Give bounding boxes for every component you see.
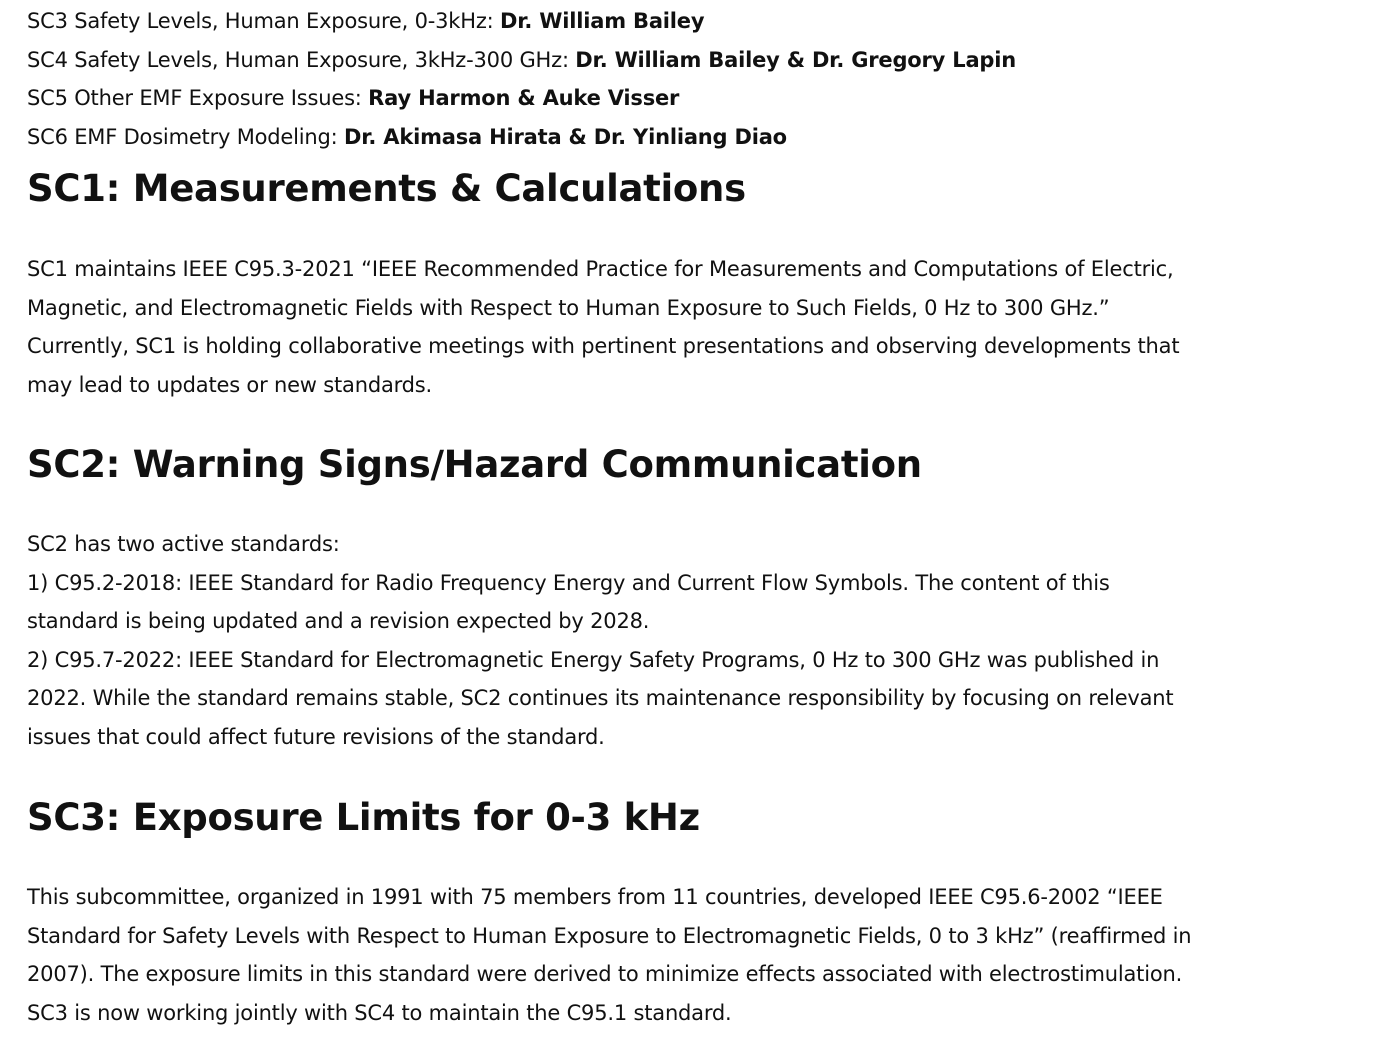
section-heading-sc1: SC1: Measurements & Calculations [27, 167, 746, 210]
chair-names: Dr. William Bailey [500, 9, 705, 33]
paragraph-line: Currently, SC1 is holding collaborative meetings with pertinent presentations and observing developments that [27, 334, 1180, 358]
paragraph-line: 1) C95.2-2018: IEEE Standard for Radio Frequency Energy and Current Flow Symbols. The content of this [27, 570, 1110, 595]
section-paragraph-sc2 [27, 525, 1367, 756]
paragraph-line: 2) C95.7-2022: IEEE Standard for Electromagnetic Energy Safety Programs, 0 Hz to 300 GHz was published in [27, 647, 1160, 672]
paragraph-line: SC1 maintains IEEE C95.3-2021 “IEEE Recommended Practice for Measurements and Computations of Electric, [27, 257, 1174, 281]
paragraph-line: SC2 has two active standards: [27, 532, 340, 556]
paragraph-line: Magnetic, and Electromagnetic Fields with Respect to Human Exposure to Such Fields, 0 Hz to 300 GHz.” [27, 295, 1110, 320]
paragraph-line: 2007). The exposure limits in this standard were derived to minimize effects associated with electrostimulation. [27, 962, 1183, 986]
section-heading-sc2: SC2: Warning Signs/Hazard Communication [27, 443, 922, 486]
section-paragraph-sc3 [27, 878, 1367, 1032]
paragraph-line: standard is being updated and a revision expected by 2028. [27, 609, 650, 633]
paragraph-line: Standard for Safety Levels with Respect to Human Exposure to Electromagnetic Fields, 0 to 3 kHz” (reaffirmed in [27, 923, 1192, 948]
subcommittee-chairs-list [27, 0, 1394, 156]
paragraph-line: may lead to updates or new standards. [27, 372, 433, 397]
chair-line-sc6 [27, 118, 1394, 157]
chair-names: Dr. William Bailey & Dr. Gregory Lapin [575, 47, 1017, 72]
section-paragraph-sc1 [27, 250, 1367, 404]
paragraph-line: SC3 is now working jointly with SC4 to maintain the C95.1 standard. [27, 1000, 732, 1025]
paragraph-line: issues that could affect future revisions of the standard. [27, 724, 605, 749]
chair-names: Dr. Akimasa Hirata & Dr. Yinliang Diao [344, 124, 787, 149]
section-heading-sc3: SC3: Exposure Limits for 0-3 kHz [27, 796, 700, 839]
chair-line-sc3 [27, 2, 1394, 41]
chair-line-sc5 [27, 79, 1394, 118]
chair-label: SC5 Other EMF Exposure Issues: [27, 86, 369, 110]
chair-line-sc4 [27, 41, 1394, 80]
paragraph-line: This subcommittee, organized in 1991 with 75 members from 11 countries, developed IEEE C95.6-2002 “IEEE [27, 885, 1163, 909]
paragraph-line: 2022. While the standard remains stable, SC2 continues its maintenance responsibility by focusing on relevant [27, 686, 1174, 710]
chair-label: SC3 Safety Levels, Human Exposure, 0-3kHz: [27, 9, 501, 33]
chair-label: SC6 EMF Dosimetry Modeling: [27, 124, 344, 149]
chair-label: SC4 Safety Levels, Human Exposure, 3kHz-300 GHz: [27, 47, 576, 72]
chair-names: Ray Harmon & Auke Visser [368, 86, 680, 110]
